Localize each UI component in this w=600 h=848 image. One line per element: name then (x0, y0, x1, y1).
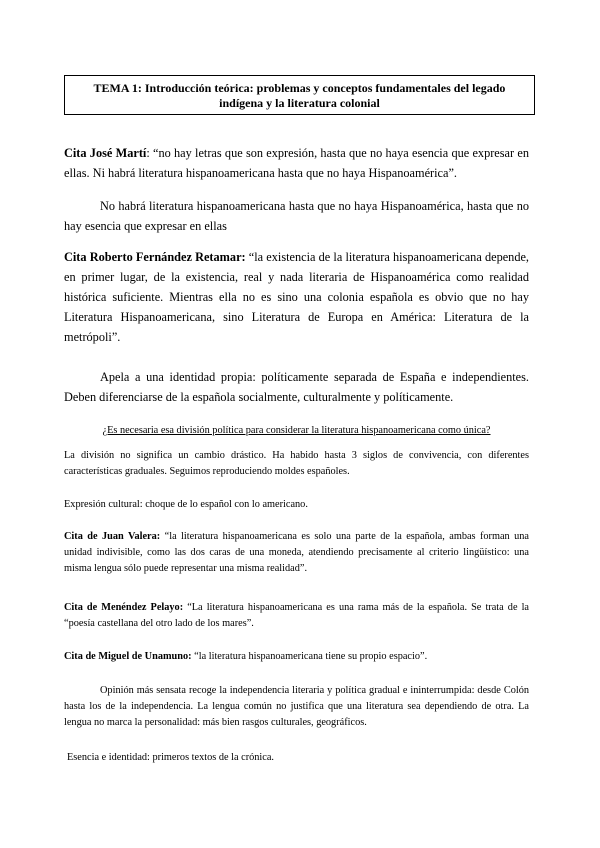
paragraph-esencia: Esencia e identidad: primeros textos de la crónica. (67, 752, 275, 763)
paragraph-marti-comment: No habrá literatura hispanoamericana hasta que no haya Hispanoamérica, hasta que no hay esencia que expresar en ellas (64, 199, 529, 233)
paragraph-pelayo (64, 600, 529, 632)
retamar-label: Cita Roberto Fernández Retamar: (64, 250, 246, 264)
paragraph-expresion: Expresión cultural: choque de lo español con lo americano. (64, 499, 308, 510)
paragraph-valera (64, 529, 529, 577)
retamar-quote: “la existencia de la literatura hispanoamericana depende, en primer lugar, de la existencia, real y nada literaria de Hispanoamérica como realidad histórica suficiente. Mientras ella no es sino una colonia española es obvio que no hay Literatura Hispanoamericana, sino Literatura de Europa en América: Literatura de la metrópoli”. (64, 250, 529, 344)
title-box (64, 75, 535, 115)
marti-label: Cita José Martí (64, 146, 147, 160)
paragraph-division: La división no significa un cambio drástico. Ha habido hasta 3 siglos de convivencia, con diferentes características graduales. Seguimos reproduciendo moldes españoles. (64, 450, 529, 477)
paragraph-opinion: Opinión más sensata recoge la independencia literaria y política gradual e ininterrumpida: desde Colón hasta los de la independencia. La lengua común no justifica que una literatura sea dependiendo de otra. La lengua no marca la personalidad: más bien rasgos culturales, geográficos. (64, 685, 529, 728)
unamuno-quote: “la literatura hispanoamericana tiene su propio espacio”. (191, 651, 428, 662)
title-line-2: indígena y la literatura colonial (219, 96, 380, 110)
paragraph-retamar (64, 247, 529, 347)
paragraph-marti (64, 143, 529, 183)
pelayo-quote: “La literatura hispanoamericana es una rama más de la española. Se trata de la “poesía castellana del otro lado de los mares”. (64, 602, 530, 629)
question-heading: ¿Es necesaria esa división política para considerar la literatura hispanoamericana como única? (102, 425, 491, 436)
valera-label: Cita de Juan Valera: (64, 531, 161, 542)
marti-quote: : “no hay letras que son expresión, hasta que no haya esencia que expresar en ellas. Ni habrá literatura hispanoamericana hasta que no haya Hispanoamérica”. (64, 146, 529, 180)
valera-quote: “la literatura hispanoamericana es solo una parte de la española, ambas forman una unidad indivisible, como las dos caras de una moneda, atendiendo precisamente al criterio lingüístico: una misma lengua sólo puede representar una misma realidad”. (64, 531, 529, 574)
paragraph-retamar-comment: Apela a una identidad propia: políticamente separada de España e independientes. Deben diferenciarse de la española socialmente, culturalmente y políticamente. (64, 370, 529, 404)
paragraph-unamuno (64, 649, 529, 665)
title-line-1: TEMA 1: Introducción teórica: problemas y conceptos fundamentales del legado (93, 81, 506, 95)
unamuno-label: Cita de Miguel de Unamuno: (64, 651, 192, 662)
pelayo-label: Cita de Menéndez Pelayo: (64, 602, 184, 613)
